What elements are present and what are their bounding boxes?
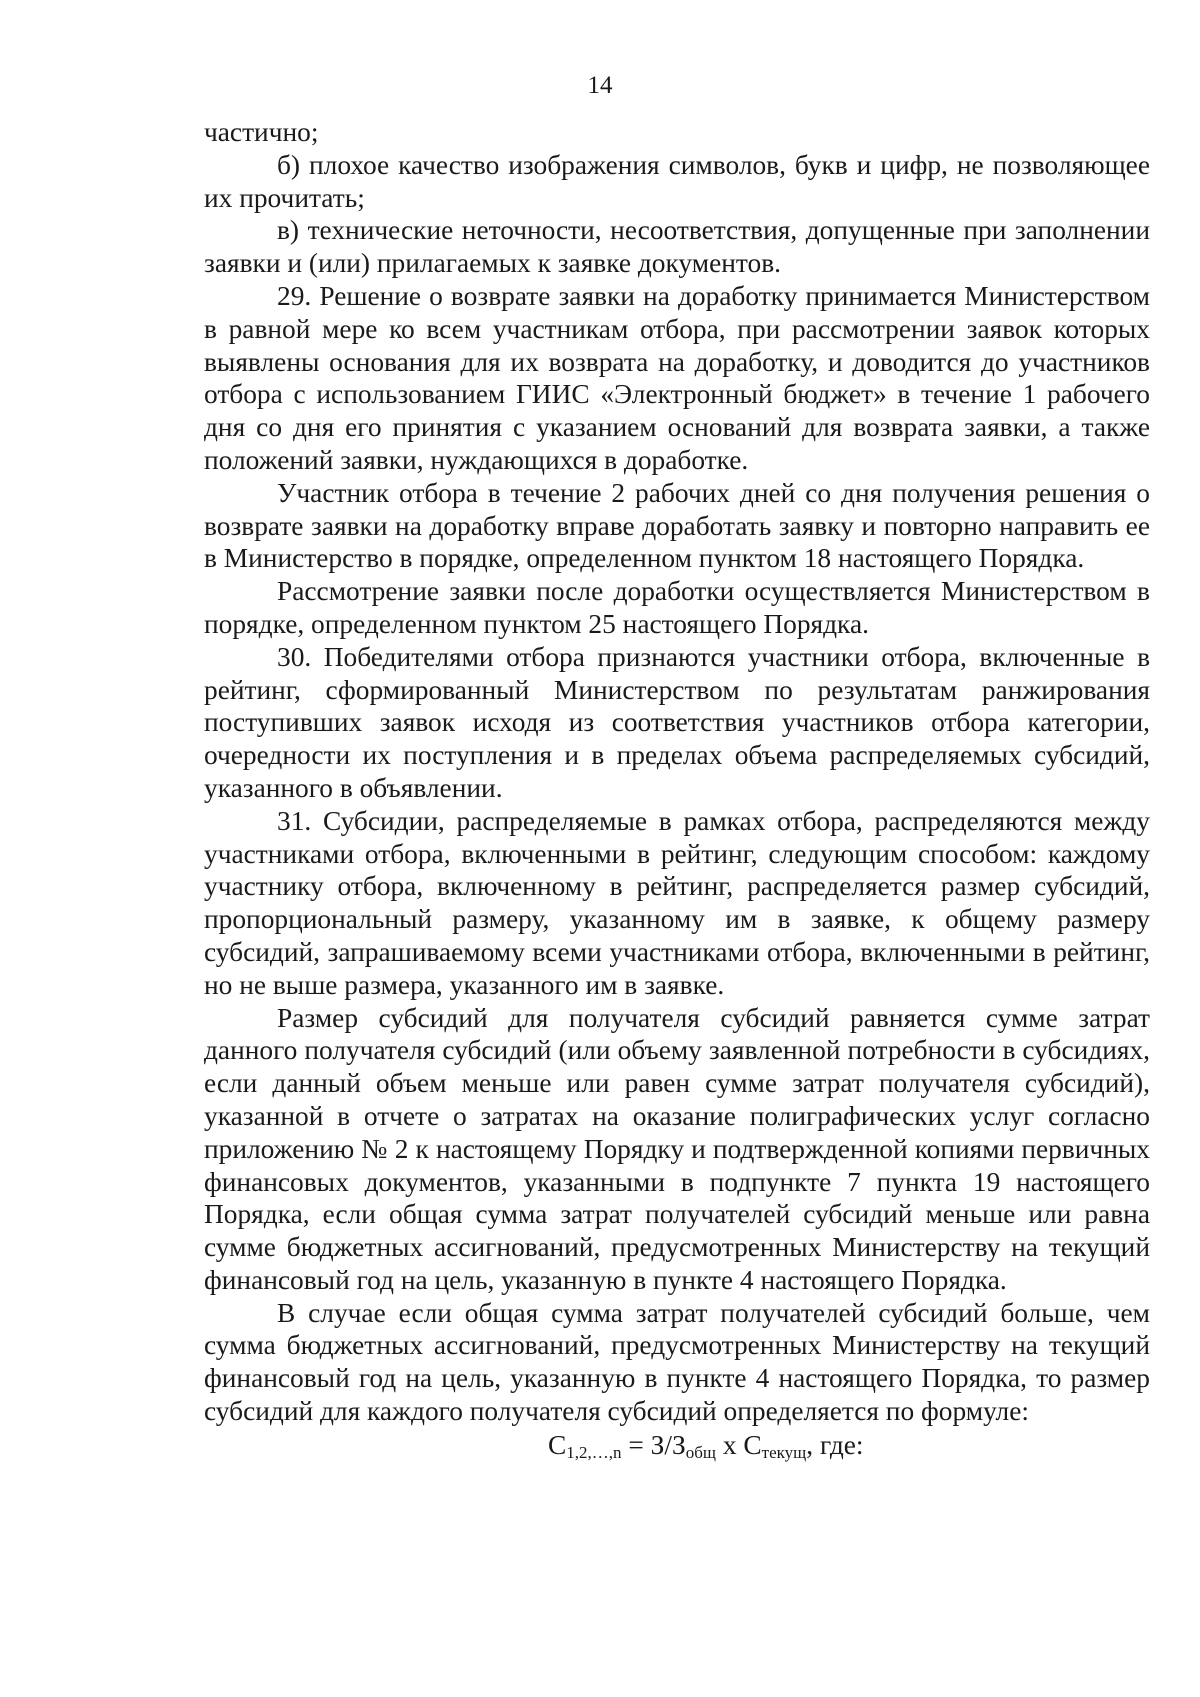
subsidy-formula (204, 1428, 1150, 1462)
paragraph-clause-29: 29. Решение о возврате заявки на доработку принимается Министерством в равной мере ко всем участникам отбора, при рассмотрении заявок которых выявлены основания для их возврата на доработку, и доводится до участников отбора с использованием ГИИС «Электронный бюджет» в течение 1 рабочего дня со дня его принятия с указанием оснований для возврата заявки, а также положений заявки, нуждающихся в доработке. (204, 280, 1150, 475)
formula-equals-part: = З/З (621, 1429, 686, 1460)
formula-c-subscript: 1,2,…,n (566, 1442, 622, 1462)
paragraph-clause-30: 30. Победителями отбора признаются участники отбора, включенные в рейтинг, сформированный Министерством по результатам ранжирования поступивших заявок исходя из соответствия участников отбора категории, очередности их поступления и в пределах объема распределяемых субсидий, указанного в объявлении. (204, 641, 1150, 803)
page-number: 14 (587, 72, 613, 99)
paragraph-item-v: в) технические неточности, несоответствия, допущенные при заполнении заявки и (или) прилагаемых к заявке документов. (204, 215, 1150, 279)
paragraph-review-after-revision: Рассмотрение заявки после доработки осуществляется Министерством в порядке, определенном пунктом 25 настоящего Порядка. (204, 576, 1150, 639)
formula-times-part: х С (715, 1429, 762, 1460)
formula-c2-subscript: текущ (761, 1442, 807, 1462)
document-body (204, 116, 1150, 1462)
formula-tail: , где: (806, 1429, 864, 1460)
paragraph-formula-intro: В случае если общая сумма затрат получателей субсидий больше, чем сумма бюджетных ассигнований, предусмотренных Министерству на текущий финансовый год на цель, указанную в пункте 4 настоящего Порядка, то размер субсидий для каждого получателя субсидий определяется по формуле: (204, 1297, 1150, 1427)
paragraph-item-b: б) плохое качество изображения символов, букв и цифр, не позволяющее их прочитать; (204, 149, 1150, 213)
paragraph-resubmission: Участник отбора в течение 2 рабочих дней со дня получения решения о возврате заявки на доработку вправе доработать заявку и повторно направить ее в Министерство в порядке, определенном пунктом 18 настоящего Порядка. (204, 477, 1150, 574)
formula-z-subscript: общ (685, 1442, 716, 1462)
paragraph-continuation: частично; (204, 117, 319, 147)
formula-c-symbol: С (548, 1429, 567, 1460)
paragraph-subsidy-amount: Размер субсидий для получателя субсидий равняется сумме затрат данного получателя субсидий (или объему заявленной потребности в субсидиях, если данный объем меньше или равен сумме затрат получателя субсидий), указанной в отчете о затратах на оказание полиграфических услуг согласно приложению № 2 к настоящему Порядку и подтвержденной копиями первичных финансовых документов, указанными в подпункте 7 пункта 19 настоящего Порядка, если общая сумма затрат получателей субсидий меньше или равна сумме бюджетных ассигнований, предусмотренных Министерству на текущий финансовый год на цель, указанную в пункте 4 настоящего Порядка. (204, 1002, 1150, 1295)
paragraph-clause-31: 31. Субсидии, распределяемые в рамках отбора, распределяются между участниками отбора, включенными в рейтинг, следующим способом: каждому участнику отбора, включенному в рейтинг, распределяется размер субсидий, пропорциональный размеру, указанному им в заявке, к общему размеру субсидий, запрашиваемому всеми участниками отбора, включенными в рейтинг, но не выше размера, указанного им в заявке. (204, 805, 1150, 1000)
